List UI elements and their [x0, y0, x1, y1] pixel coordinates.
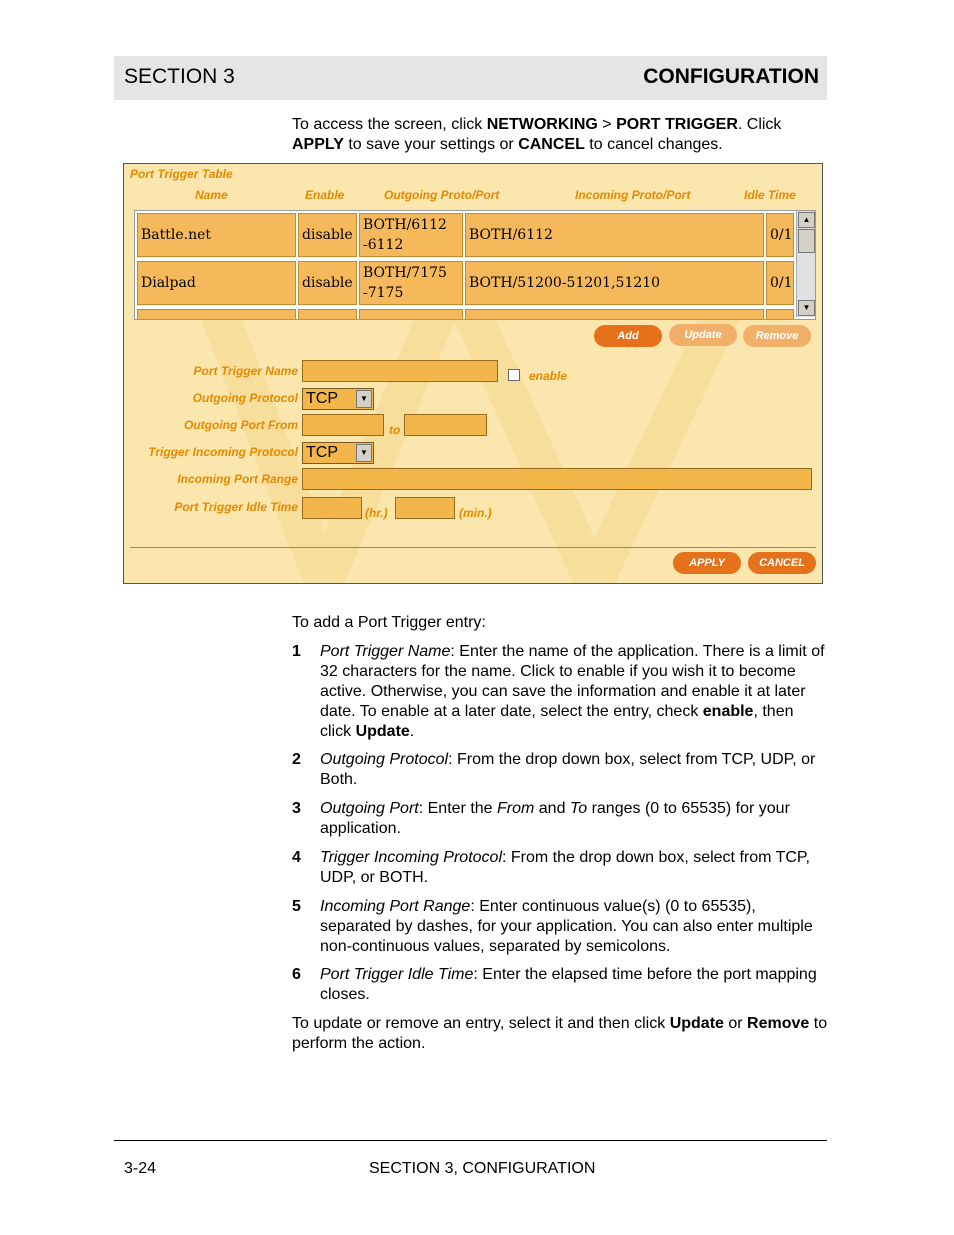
port-trigger-screenshot [123, 163, 823, 584]
column-header-outgoing: Outgoing Proto/Port [384, 188, 500, 202]
idle-minutes-input[interactable] [395, 497, 455, 519]
cancel-button[interactable]: CANCEL [748, 552, 816, 574]
apply-button[interactable]: APPLY [673, 552, 741, 574]
incoming-port-range-label: Incoming Port Range [177, 472, 298, 486]
section-number: SECTION 3 [124, 65, 235, 88]
cell-name: Dialpad [137, 261, 296, 305]
cell-partial [137, 309, 296, 320]
footer-section: SECTION 3, CONFIGURATION [369, 1160, 596, 1177]
step-number: 2 [292, 751, 301, 768]
outgoing-port-to-input[interactable] [404, 414, 487, 436]
update-button[interactable]: Update [669, 324, 737, 346]
table-scrollbar[interactable] [796, 211, 815, 317]
step-number: 5 [292, 898, 301, 915]
cell-partial [298, 309, 357, 320]
section-title: CONFIGURATION [643, 65, 819, 88]
scroll-thumb[interactable] [798, 229, 815, 253]
incoming-port-range-input[interactable] [302, 468, 812, 490]
enable-checkbox[interactable] [508, 369, 520, 381]
step-text: Incoming Port Range: Enter continuous value(s) (0 to 65535), separated by dashes, for your application. You can also enter multiple non-continuous values, separated by semicolons. [320, 898, 813, 955]
cell-partial [359, 309, 463, 320]
outgoing-protocol-select[interactable] [302, 388, 374, 410]
panel-divider [130, 547, 816, 548]
outgoing-protocol-label: Outgoing Protocol [192, 391, 298, 405]
idle-hours-input[interactable] [302, 497, 362, 519]
idle-time-label: Port Trigger Idle Time [174, 500, 298, 514]
outgoing-port-from-label: Outgoing Port From [184, 418, 298, 432]
column-header-enable: Enable [305, 188, 345, 202]
steps-intro: To add a Port Trigger entry: [292, 614, 486, 631]
cell-outgoing: BOTH/6112 -6112 [359, 213, 463, 257]
cell-name: Battle.net [137, 213, 296, 257]
cell-incoming: BOTH/51200-51201,51210 [465, 261, 764, 305]
cell-partial [465, 309, 764, 320]
column-header-incoming: Incoming Proto/Port [575, 188, 691, 202]
step-text: Port Trigger Name: Enter the name of the application. There is a limit of 32 characters for the name. Click to enable if you wish it to become active. Otherwise, you can save the information and enable it at later date. To enable at a later date, select the entry, check enable, then click Update. [320, 643, 825, 740]
chevron-down-icon[interactable]: ▼ [356, 444, 372, 462]
intro-paragraph: To access the screen, click NETWORKING > PORT TRIGGER. Click APPLY to save your settings or CANCEL to cancel changes. [292, 116, 782, 153]
cell-outgoing: BOTH/7175 -7175 [359, 261, 463, 305]
step-number: 1 [292, 643, 301, 660]
column-header-idle-time: Idle Time [744, 188, 796, 202]
column-header-name: Name [195, 188, 228, 202]
cell-idle: 0/1 [766, 213, 794, 257]
step-text: Port Trigger Idle Time: Enter the elapsed time before the port mapping closes. [320, 966, 817, 1003]
step-text: Outgoing Port: Enter the From and To ranges (0 to 65535) for your application. [320, 800, 790, 837]
step-number: 3 [292, 800, 301, 817]
step-text: Trigger Incoming Protocol: From the drop down box, select from TCP, UDP, or BOTH. [320, 849, 810, 886]
step-text: Outgoing Protocol: From the drop down box, select from TCP, UDP, or Both. [320, 751, 816, 788]
chevron-down-icon[interactable]: ▼ [356, 390, 372, 408]
footer-rule [114, 1140, 827, 1141]
cell-incoming: BOTH/6112 [465, 213, 764, 257]
to-label: to [389, 423, 401, 437]
outgoing-protocol-value: TCP [306, 390, 338, 407]
trigger-incoming-protocol-value: TCP [306, 444, 338, 461]
enable-label: enable [529, 369, 568, 383]
page-number: 3-24 [124, 1160, 157, 1177]
minutes-label: (min.) [459, 506, 492, 520]
cell-enable: disable [298, 261, 357, 305]
step-number: 4 [292, 849, 301, 866]
step-number: 6 [292, 966, 301, 983]
outgoing-port-from-input[interactable] [302, 414, 384, 436]
scroll-up-icon[interactable]: ▲ [798, 212, 815, 228]
closing-paragraph: To update or remove an entry, select it and then click Update or Remove to perform the action. [292, 1015, 828, 1052]
cell-idle: 0/1 [766, 261, 794, 305]
trigger-incoming-protocol-label: Trigger Incoming Protocol [148, 445, 298, 459]
trigger-incoming-protocol-select[interactable] [302, 442, 374, 464]
hours-label: (hr.) [365, 506, 388, 520]
scroll-down-icon[interactable]: ▼ [798, 300, 815, 316]
port-trigger-table[interactable] [134, 210, 816, 320]
add-button[interactable]: Add [594, 325, 662, 347]
table-title: Port Trigger Table [130, 167, 233, 181]
cell-partial [766, 309, 794, 320]
port-trigger-name-input[interactable] [302, 360, 498, 382]
remove-button[interactable]: Remove [743, 325, 811, 347]
cell-enable: disable [298, 213, 357, 257]
port-trigger-name-label: Port Trigger Name [193, 364, 298, 378]
